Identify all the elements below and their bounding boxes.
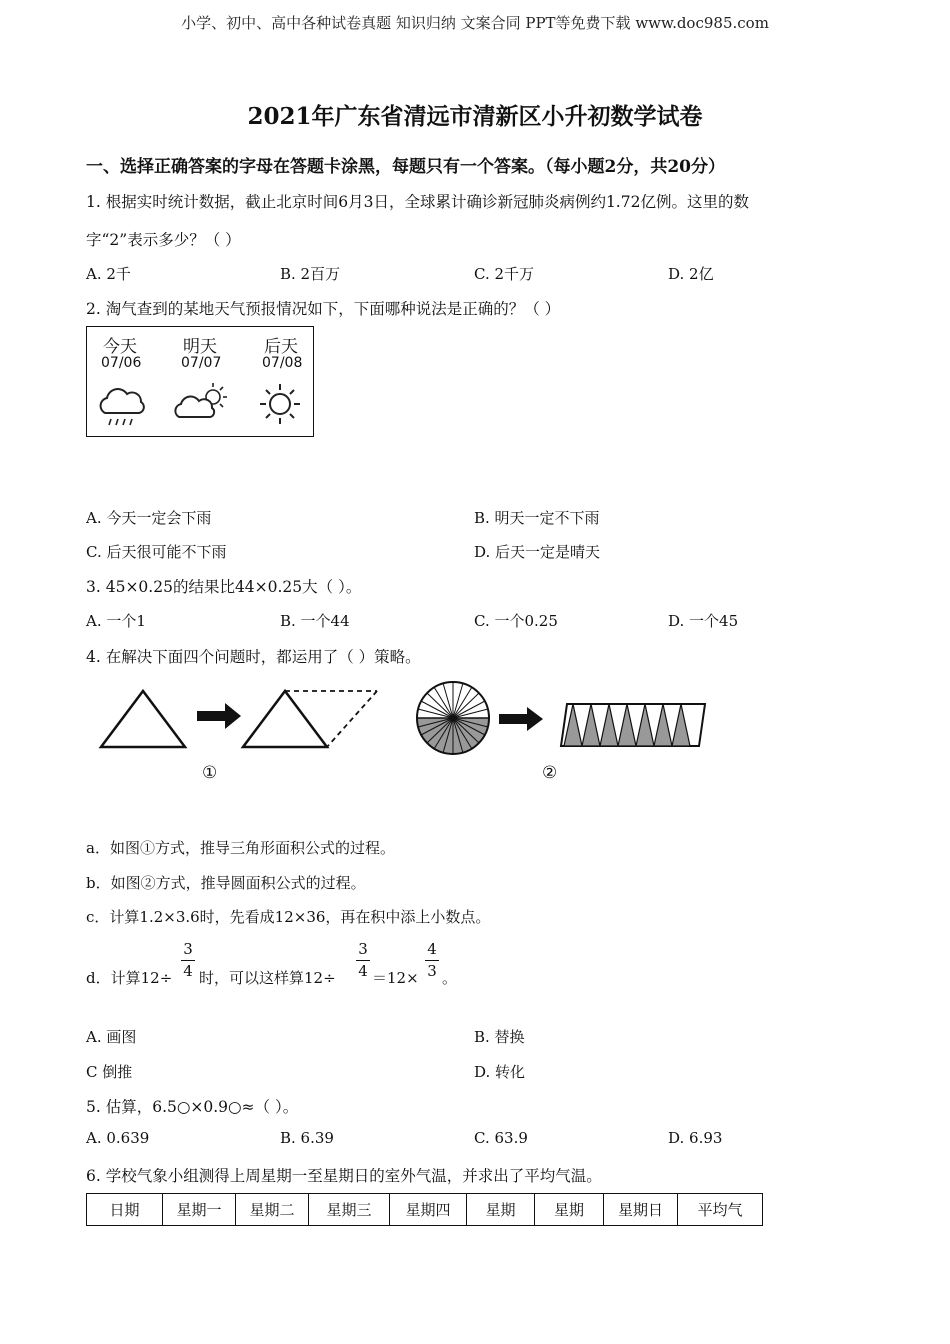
table-header-row	[87, 1194, 763, 1226]
weather-date-3: 07/08	[262, 355, 303, 371]
q4-stem: 4. 在解决下面四个问题时，都运用了（ ）策略。	[86, 648, 421, 666]
q1-stem-line2: 字“2”表示多少？（ ）	[86, 231, 241, 249]
page-title: 2021年广东省清远市清新区小升初数学试卷	[247, 103, 703, 130]
q5-stem: 5. 估算，6.5○×0.9○≈（ ）。	[86, 1098, 299, 1116]
q4-option-a: A. 画图	[86, 1028, 137, 1046]
temperature-table	[86, 1193, 763, 1226]
figure-label-2: ②	[542, 763, 558, 783]
table-header-cell: 星期	[467, 1194, 535, 1226]
q4-item-d-part4: 。	[442, 969, 458, 987]
q4-item-b: b．如图②方式，推导圆面积公式的过程。	[86, 874, 366, 892]
triangle-to-parallelogram-figure	[95, 683, 395, 753]
q5-option-a: A. 0.639	[86, 1129, 150, 1147]
partly-cloudy-icon	[173, 379, 233, 425]
q2-option-b: B. 明天一定不下雨	[474, 509, 600, 527]
table-header-cell: 星期三	[309, 1194, 390, 1226]
q3-option-b: B. 一个44	[280, 612, 350, 630]
q1-option-b: B. 2百万	[280, 265, 341, 283]
table-header-cell: 星期	[535, 1194, 604, 1226]
weather-date-1: 07/06	[101, 355, 142, 371]
table-header-cell: 平均气	[678, 1194, 763, 1226]
q5-option-c: C. 63.9	[474, 1129, 528, 1147]
q4-item-a: a．如图①方式，推导三角形面积公式的过程。	[86, 839, 395, 857]
page-header: 小学、初中、高中各种试卷真题 知识归纳 文案合同 PPT等免费下载 www.doc985.com	[181, 14, 769, 32]
fraction-3-4-a: 3 4	[181, 941, 195, 980]
q1-stem-line1: 1. 根据实时统计数据，截止北京时间6月3日，全球累计确诊新冠肺炎病例约1.72亿例。这里的数	[86, 193, 749, 211]
weather-date-2: 07/07	[181, 355, 222, 371]
q2-option-a: A. 今天一定会下雨	[86, 509, 212, 527]
figure-label-1: ①	[202, 763, 218, 783]
fraction-3-4-b: 3 4	[356, 941, 370, 980]
q3-option-c: C. 一个0.25	[474, 612, 558, 630]
section-heading: 一、选择正确答案的字母在答题卡涂黑，每题只有一个答案。（每小题2分，共20分）	[86, 157, 725, 177]
table-header-cell: 星期四	[390, 1194, 467, 1226]
q2-option-d: D. 后天一定是晴天	[474, 543, 601, 561]
q4-option-b: B. 替换	[474, 1028, 525, 1046]
rain-cloud-icon	[95, 385, 153, 431]
weather-day-3: 后天	[264, 337, 298, 357]
weather-day-1: 今天	[103, 337, 137, 357]
q1-option-c: C. 2千万	[474, 265, 535, 283]
q4-item-d-part1: d．计算12÷	[86, 969, 173, 987]
fraction-4-3: 4 3	[425, 941, 439, 980]
q1-option-d: D. 2亿	[668, 265, 714, 283]
q4-item-d-part3: ＝12×	[372, 969, 419, 987]
q5-option-b: B. 6.39	[280, 1129, 334, 1147]
sun-icon	[257, 381, 303, 427]
table-header-cell: 星期日	[604, 1194, 678, 1226]
q3-stem: 3. 45×0.25的结果比44×0.25大（ ）。	[86, 578, 362, 596]
weather-forecast-box	[86, 326, 314, 437]
q5-option-d: D. 6.93	[668, 1129, 723, 1147]
q1-option-a: A. 2千	[86, 265, 131, 283]
q6-stem: 6. 学校气象小组测得上周星期一至星期日的室外气温，并求出了平均气温。	[86, 1167, 602, 1185]
circle-to-parallelogram-figure	[415, 680, 715, 760]
q2-stem: 2. 淘气查到的某地天气预报情况如下，下面哪种说法是正确的？（ ）	[86, 300, 561, 318]
q4-item-d-part2: 时，可以这样算12÷	[199, 969, 336, 987]
q4-item-c: c．计算1.2×3.6时，先看成12×36，再在积中添上小数点。	[86, 908, 491, 926]
table-header-cell: 星期二	[236, 1194, 309, 1226]
q2-option-c: C. 后天很可能不下雨	[86, 543, 227, 561]
q4-option-c: C 倒推	[86, 1063, 133, 1081]
weather-day-2: 明天	[183, 337, 217, 357]
table-header-cell: 星期一	[163, 1194, 236, 1226]
table-header-cell: 日期	[87, 1194, 163, 1226]
q4-option-d: D. 转化	[474, 1063, 526, 1081]
q3-option-a: A. 一个1	[86, 612, 146, 630]
q3-option-d: D. 一个45	[668, 612, 739, 630]
